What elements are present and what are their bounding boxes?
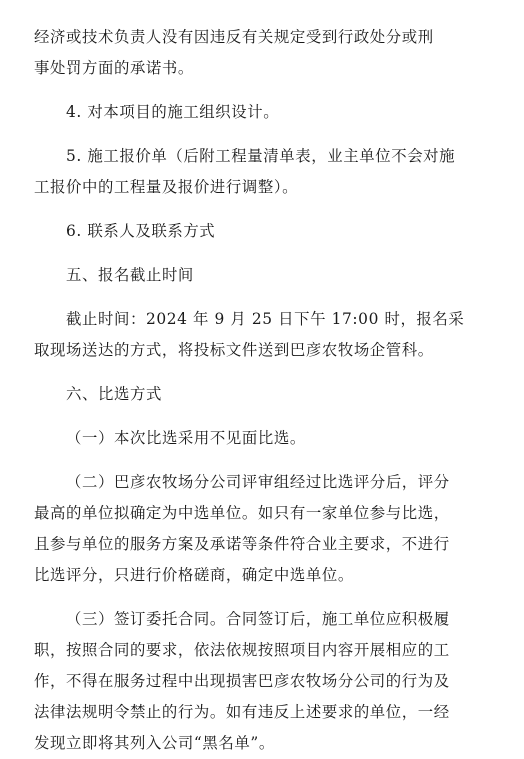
text-line: 法律法规明令禁止的行为。如有违反上述要求的单位，一经 [34,703,450,721]
text-line: 发现立即将其列入公司“黑名单”。 [34,734,275,752]
text-line: 取现场送达的方式，将投标文件送到巴彦农牧场企管科。 [34,341,434,359]
text-line: （一）本次比选采用不见面比选。 [66,429,306,447]
text-line: 事处罚方面的承诺书。 [34,59,194,77]
text-line: 截止时间：2024 年 9 月 25 日下午 17:00 时，报名采 [66,310,465,328]
text-line: 经济或技术负责人没有因违反有关规定受到行政处分或刑 [34,28,434,46]
text-line: （三）签订委托合同。合同签订后，施工单位应积极履 [66,610,450,628]
paragraph-selection-3 [34,604,490,759]
text-line: （二）巴彦农牧场分公司评审组经过比选评分后，评分 [66,473,450,491]
text-line: 比选评分，只进行价格磋商，确定中选单位。 [34,566,354,584]
paragraph-item-4 [34,97,490,128]
text-line: 最高的单位拟确定为中选单位。如只有一家单位参与比选， [34,504,450,522]
text-line: 五、报名截止时间 [66,266,194,284]
text-line: 6. 联系人及联系方式 [66,222,216,240]
text-line: 六、比选方式 [66,385,162,403]
section-heading-selection-method [34,379,490,410]
text-line: 作，不得在服务过程中出现损害巴彦农牧场分公司的行为及 [34,672,450,690]
text-line: 且参与单位的服务方案及承诺等条件符合业主要求，不进行 [34,535,450,553]
text-line: 5. 施工报价单（后附工程量清单表，业主单位不会对施 [66,147,456,165]
paragraph-item-6 [34,216,490,247]
paragraph-commitment-continued [34,22,490,84]
paragraph-selection-1 [34,423,490,454]
text-line: 4. 对本项目的施工组织设计。 [66,103,280,121]
paragraph-item-5 [34,141,490,203]
paragraph-selection-2 [34,467,490,591]
text-line: 工报价中的工程量及报价进行调整）。 [34,178,299,196]
text-line: 职，按照合同的要求，依法依规按照项目内容开展相应的工 [34,641,450,659]
section-heading-deadline [34,260,490,291]
paragraph-deadline [34,304,490,366]
